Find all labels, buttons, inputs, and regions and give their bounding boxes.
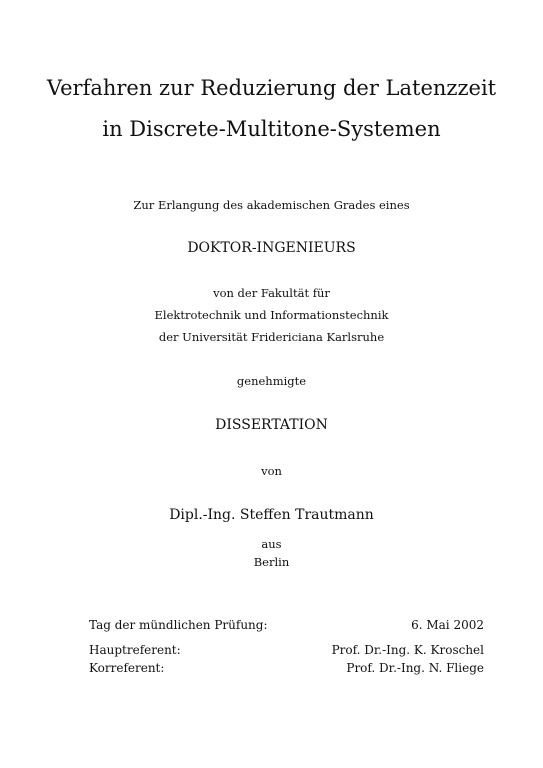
referee-row [89,661,484,675]
exam-date-value: 6. Mai 2002 [411,618,484,632]
referee-label: Hauptreferent: [89,643,181,657]
referee-label: Korreferent: [89,661,165,675]
referee-value: Prof. Dr.-Ing. K. Kroschel [331,643,484,657]
exam-date-label: Tag der mündlichen Prüfung: [89,618,268,632]
faculty-line-3: der Universität Fridericiana Karlsruhe [158,330,385,344]
degree-title: DOKTOR-INGENIEURS [187,240,356,256]
exam-date-row [89,618,484,632]
by-text: von [261,464,282,478]
faculty-line-2: Elektrotechnik und Informationstechnik [154,308,389,322]
author-name: Dipl.-Ing. Steffen Trautmann [169,507,374,523]
document-type: DISSERTATION [215,417,328,433]
from-text: aus [261,537,282,551]
purpose-text: Zur Erlangung des akademischen Grades eines [133,198,410,212]
title-line-2: in Discrete-Multitone-Systemen [102,117,441,141]
city-text: Berlin [253,555,290,569]
faculty-line-1: von der Fakultät für [213,286,330,300]
approved-text: genehmigte [236,374,307,388]
referee-row [89,643,484,657]
referee-value: Prof. Dr.-Ing. N. Fliege [346,661,484,675]
title-line-1: Verfahren zur Reduzierung der Latenzzeit [46,76,497,100]
